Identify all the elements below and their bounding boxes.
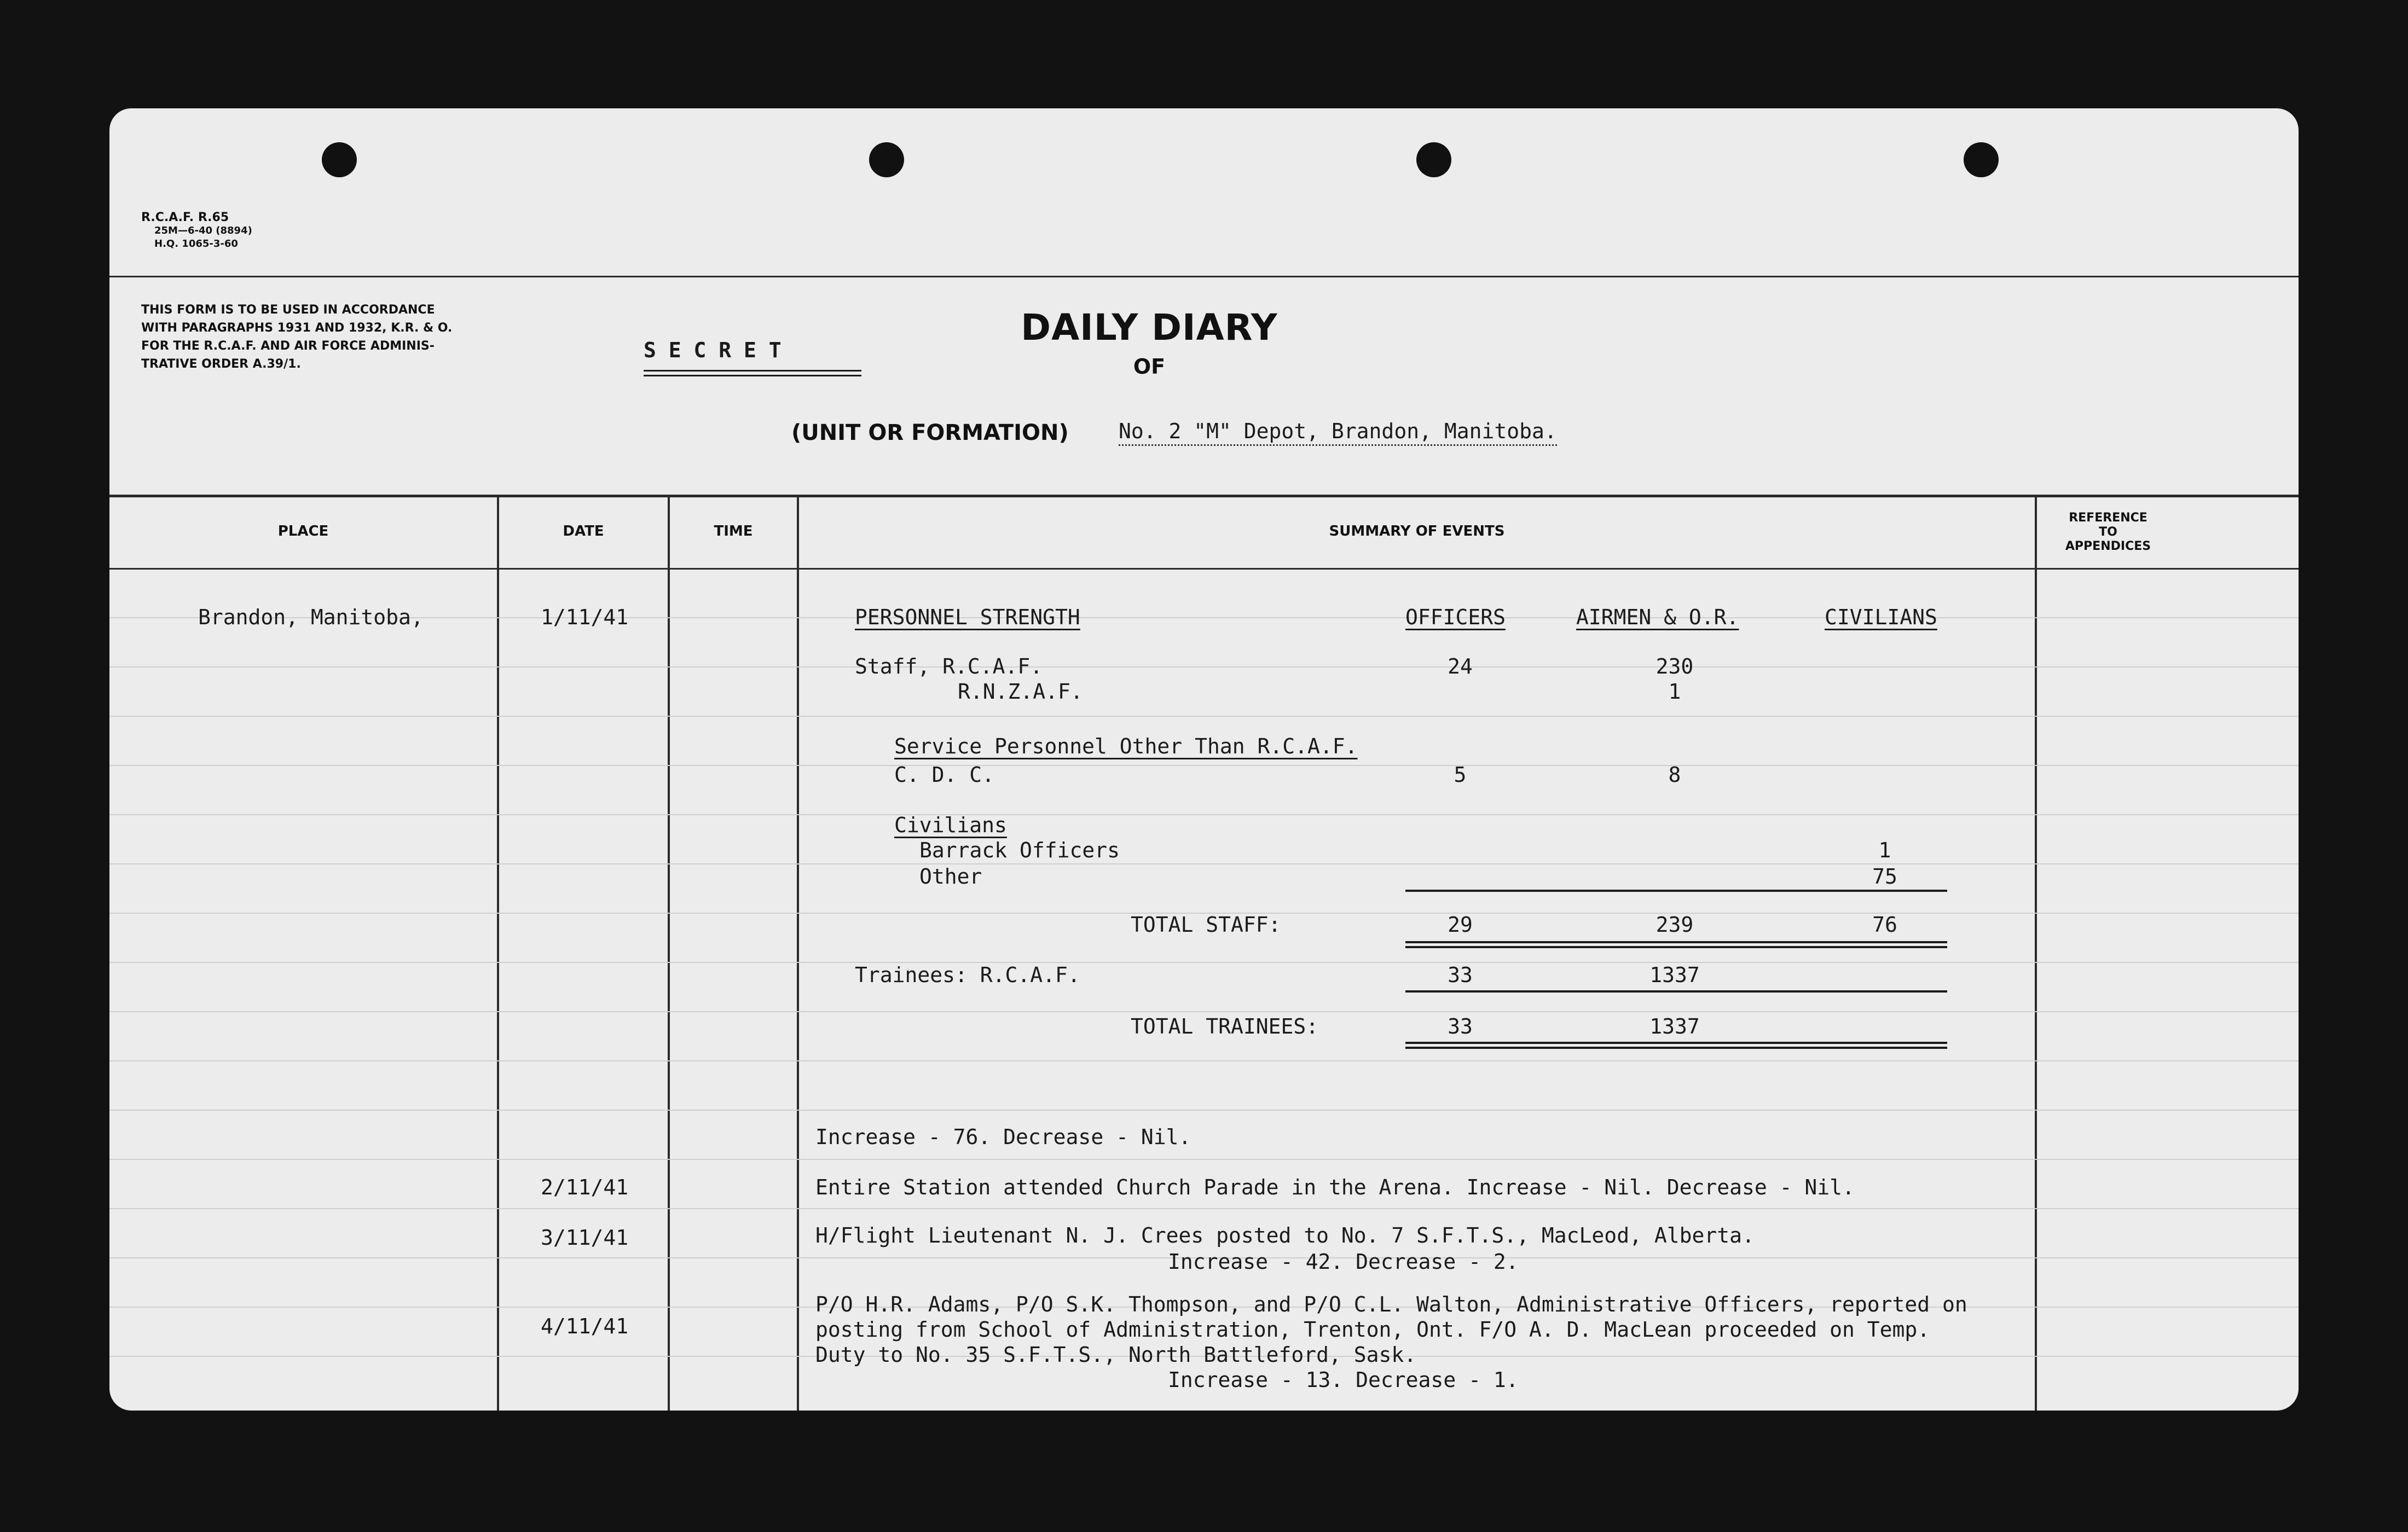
staff-rcaf-airmen: 230: [1656, 654, 1694, 678]
service-heading: Service Personnel Other Than R.C.A.F.: [894, 734, 1358, 758]
total-trainees-officers: 33: [1448, 1014, 1473, 1038]
entry-text: H/Flight Lieutenant N. J. Crees posted to No. 7 S.F.T.S., MacLeod, Alberta.: [815, 1223, 1755, 1247]
col-civilians: CIVILIANS: [1825, 605, 1937, 629]
civilians-heading: Civilians: [894, 813, 1007, 837]
ruled-line: [109, 814, 2299, 815]
secret-label: S E C R E T: [644, 338, 782, 362]
total-staff-civilians: 76: [1872, 913, 1897, 937]
entry-text: posting from School of Administration, Trenton, Ont. F/O A. D. MacLean proceeded on Temp.: [815, 1318, 1930, 1342]
entry-text: Duty to No. 35 S.F.T.S., North Battleford, Sask.: [815, 1343, 1417, 1367]
strength-heading: PERSONNEL STRENGTH: [855, 605, 1080, 629]
total-trainees-airmen: 1337: [1649, 1014, 1700, 1038]
total-trainees-rule: [1405, 1042, 1947, 1044]
total-staff-airmen: 239: [1656, 913, 1694, 937]
header-place: PLACE: [277, 523, 329, 539]
staff-rcaf-officers: 24: [1448, 654, 1473, 678]
punch-hole: [869, 142, 904, 177]
trainees-officers: 33: [1448, 963, 1473, 987]
place-cell: Brandon, Manitoba,: [198, 605, 424, 629]
title-of: OF: [1133, 355, 1166, 379]
trainees-airmen: 1337: [1649, 963, 1700, 987]
barrack-civilians: 1: [1878, 838, 1891, 862]
col-divider-place: [497, 496, 499, 1411]
cdc-label: C. D. C.: [894, 763, 995, 787]
ruled-line: [109, 962, 2299, 963]
entry-text: Increase - 13. Decrease - 1.: [1168, 1368, 1519, 1392]
punch-hole: [1964, 142, 1999, 177]
header-reference: REFERENCE TO APPENDICES: [2065, 511, 2151, 553]
unit-value: No. 2 "M" Depot, Brandon, Manitoba.: [1119, 419, 1557, 446]
barrack-label: Barrack Officers: [919, 838, 1120, 862]
ruled-line: [109, 1110, 2299, 1111]
entry-date: 4/11/41: [541, 1314, 629, 1338]
header-bottom-rule: [109, 568, 2299, 570]
diary-page: [109, 108, 2299, 1411]
total-staff-rule: [1405, 941, 1947, 943]
trainees-rule: [1405, 990, 1947, 993]
ruled-line: [109, 765, 2299, 766]
col-divider-time: [797, 496, 799, 1411]
cdc-officers: 5: [1454, 763, 1467, 787]
rnzaf-airmen: 1: [1668, 680, 1681, 704]
rnzaf-label: R.N.Z.A.F.: [958, 680, 1083, 704]
total-staff-officers: 29: [1448, 913, 1473, 937]
col-airmen: AIRMEN & O.R.: [1576, 605, 1739, 629]
secret-underline: [644, 370, 861, 372]
header-date: DATE: [563, 523, 604, 539]
total-staff-label: TOTAL STAFF:: [1131, 913, 1281, 937]
header-time: TIME: [714, 523, 753, 539]
entry-date: 3/11/41: [541, 1226, 629, 1250]
punch-hole: [1416, 142, 1451, 177]
ruled-line: [109, 716, 2299, 717]
col-officers: OFFICERS: [1405, 605, 1506, 629]
ruled-line: [109, 666, 2299, 668]
cdc-airmen: 8: [1668, 763, 1681, 787]
total-trainees-label: TOTAL TRAINEES:: [1131, 1014, 1319, 1038]
header-top-rule: [109, 276, 2299, 277]
trainees-label: Trainees: R.C.A.F.: [855, 963, 1080, 987]
col-divider-date: [668, 496, 670, 1411]
header-summary: SUMMARY OF EVENTS: [1329, 523, 1505, 539]
subtotal-rule: [1405, 890, 1947, 892]
entry-date: 2/11/41: [541, 1175, 629, 1199]
ruled-line: [109, 1159, 2299, 1160]
ruled-line: [109, 863, 2299, 864]
form-code: R.C.A.F. R.65 25M—6-40 (8894) H.Q. 1065-3-60: [141, 211, 252, 249]
ruled-line: [109, 1011, 2299, 1012]
entry-date: 1/11/41: [541, 605, 629, 629]
other-label: Other: [919, 864, 982, 889]
form-instructions: THIS FORM IS TO BE USED IN ACCORDANCE WITH PARAGRAPHS 1931 AND 1932, K.R. & O. FOR THE R.C.A.F. AND AIR FORCE ADMINIS- TRATIVE ORDER A.39/1.: [141, 303, 453, 371]
other-civilians: 75: [1872, 864, 1897, 889]
ruled-line: [109, 1208, 2299, 1209]
entry-text: Increase - 76. Decrease - Nil.: [815, 1125, 1191, 1149]
ruled-line: [109, 617, 2299, 618]
entry-text: Entire Station attended Church Parade in the Arena. Increase - Nil. Decrease - Nil.: [815, 1175, 1855, 1199]
punch-hole: [322, 142, 357, 177]
entry-text: P/O H.R. Adams, P/O S.K. Thompson, and P/O C.L. Walton, Administrative Officers, reported on: [815, 1292, 1967, 1316]
col-divider-summary: [2035, 496, 2037, 1411]
page-title: DAILY DIARY: [1021, 306, 1278, 349]
unit-label: (UNIT OR FORMATION): [791, 420, 1069, 445]
table-top-rule: [109, 495, 2299, 497]
ruled-line: [109, 1060, 2299, 1061]
entry-text: Increase - 42. Decrease - 2.: [1168, 1250, 1519, 1274]
staff-rcaf-label: Staff, R.C.A.F.: [855, 654, 1043, 678]
